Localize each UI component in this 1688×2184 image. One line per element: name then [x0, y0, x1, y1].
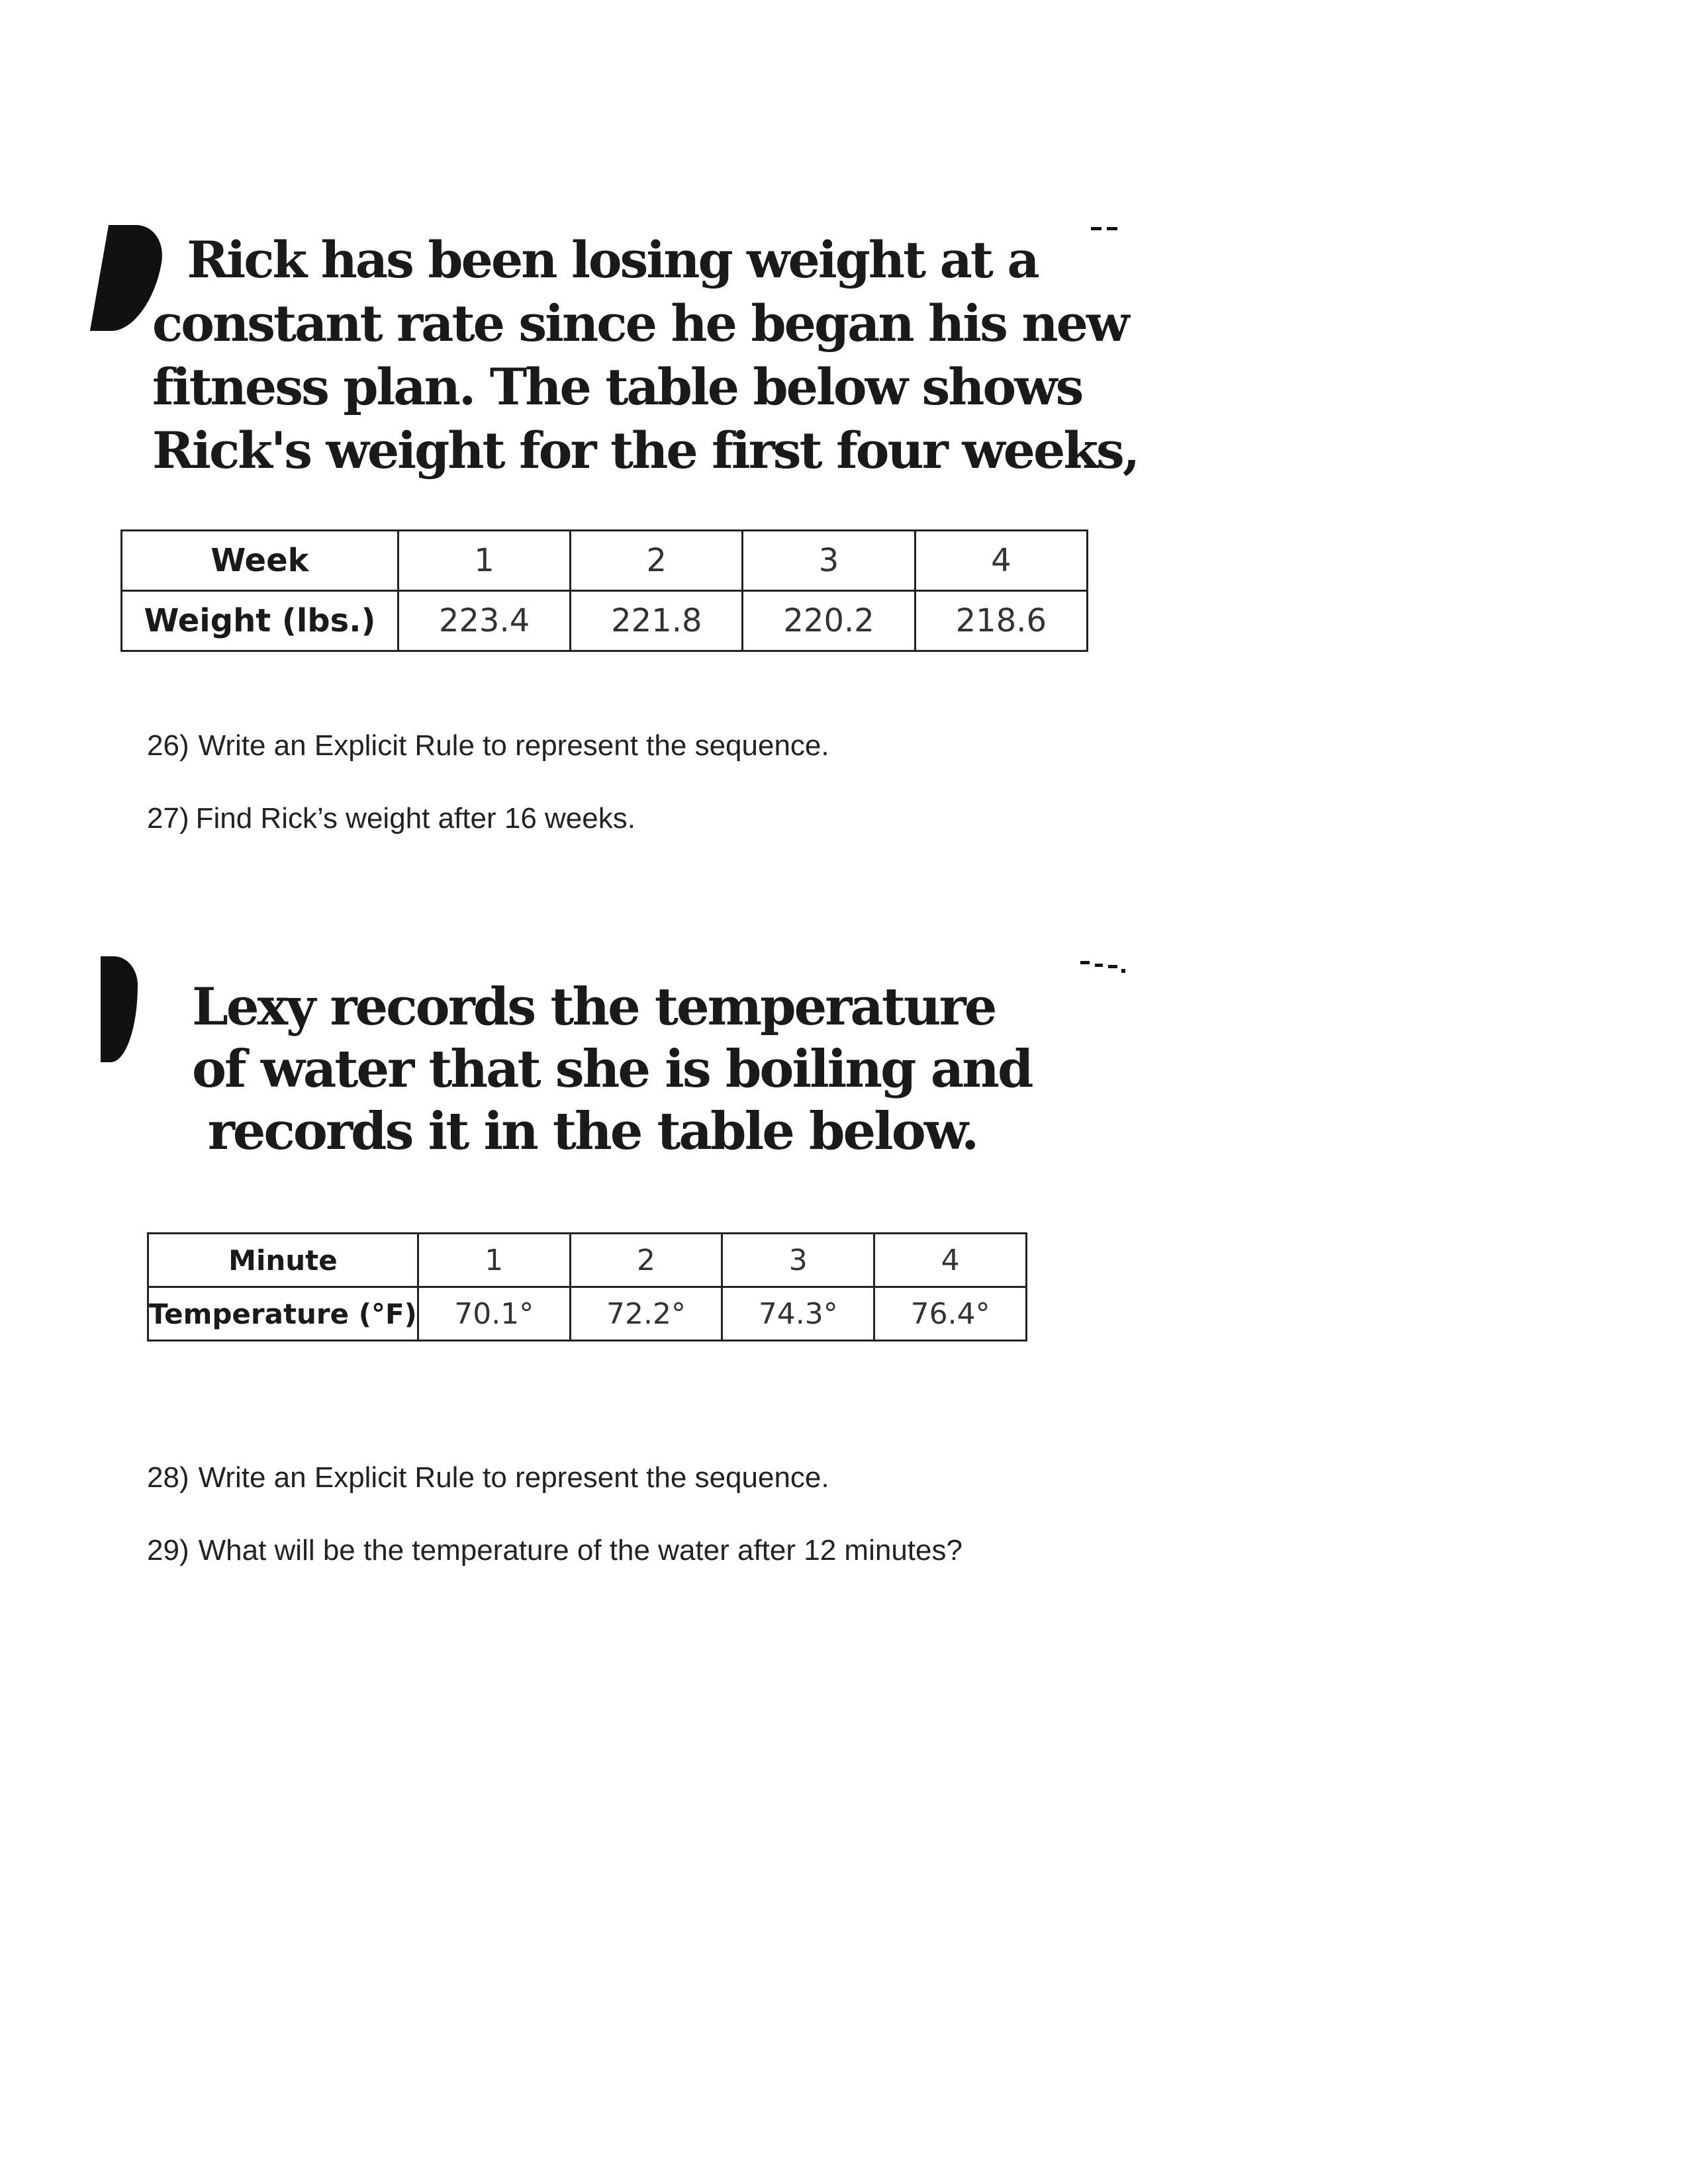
problem-2-heading	[192, 976, 1032, 1163]
table-cell: 2	[570, 1234, 722, 1287]
problem-1-heading	[152, 228, 1139, 482]
table-header-cell: Week	[122, 531, 399, 591]
question-number: 29)	[147, 1534, 189, 1567]
table-row	[122, 591, 1088, 651]
question-28	[147, 1461, 829, 1494]
table-header-cell: Minute	[148, 1234, 418, 1287]
heading-line: Rick has been losing weight at a	[187, 230, 1038, 289]
question-27	[147, 802, 635, 835]
scan-dash	[1107, 227, 1117, 230]
table-row	[122, 531, 1088, 591]
question-text: What will be the temperature of the water after 12 minutes?	[198, 1534, 962, 1567]
table-row	[148, 1234, 1027, 1287]
heading-line: Lexy records the temperature	[192, 977, 996, 1037]
temperature-table	[147, 1232, 1027, 1342]
scan-dash	[1121, 969, 1125, 973]
table-cell: 4	[874, 1234, 1027, 1287]
table-header-cell: Temperature (°F)	[148, 1287, 418, 1341]
table-cell: 3	[722, 1234, 874, 1287]
question-number: 28)	[147, 1461, 189, 1494]
table-header-cell: Weight (lbs.)	[122, 591, 399, 651]
question-text: Write an Explicit Rule to represent the sequence.	[198, 1461, 829, 1494]
question-text: Write an Explicit Rule to represent the sequence.	[198, 729, 829, 762]
table-cell: 221.8	[571, 591, 743, 651]
heading-line: constant rate since he began his new	[152, 294, 1128, 353]
heading-line: of water that she is boiling and	[192, 1039, 1032, 1099]
weight-table	[120, 529, 1088, 652]
table-cell: 223.4	[398, 591, 570, 651]
table-cell: 1	[418, 1234, 570, 1287]
heading-line: records it in the table below.	[207, 1101, 978, 1161]
table-cell: 72.2°	[570, 1287, 722, 1341]
scan-mark-middle	[101, 956, 138, 1062]
table-cell: 3	[743, 531, 915, 591]
table-cell: 76.4°	[874, 1287, 1027, 1341]
heading-line: Rick's weight for the first four weeks,	[152, 421, 1139, 480]
table-cell: 70.1°	[418, 1287, 570, 1341]
heading-line: fitness plan. The table below shows	[152, 357, 1082, 416]
scan-dash	[1108, 965, 1117, 968]
scan-dash	[1095, 964, 1103, 967]
scan-dash	[1091, 227, 1102, 230]
table-cell: 74.3°	[722, 1287, 874, 1341]
table-cell: 220.2	[743, 591, 915, 651]
table-row	[148, 1287, 1027, 1341]
question-text: Find Rick’s weight after 16 weeks.	[195, 802, 635, 835]
table-cell: 218.6	[915, 591, 1087, 651]
question-26	[147, 729, 829, 762]
table-cell: 1	[398, 531, 570, 591]
table-cell: 4	[915, 531, 1087, 591]
question-number: 27)	[147, 802, 189, 835]
scan-dash	[1080, 961, 1090, 964]
question-number: 26)	[147, 729, 189, 762]
table-cell: 2	[571, 531, 743, 591]
question-29	[147, 1534, 962, 1567]
